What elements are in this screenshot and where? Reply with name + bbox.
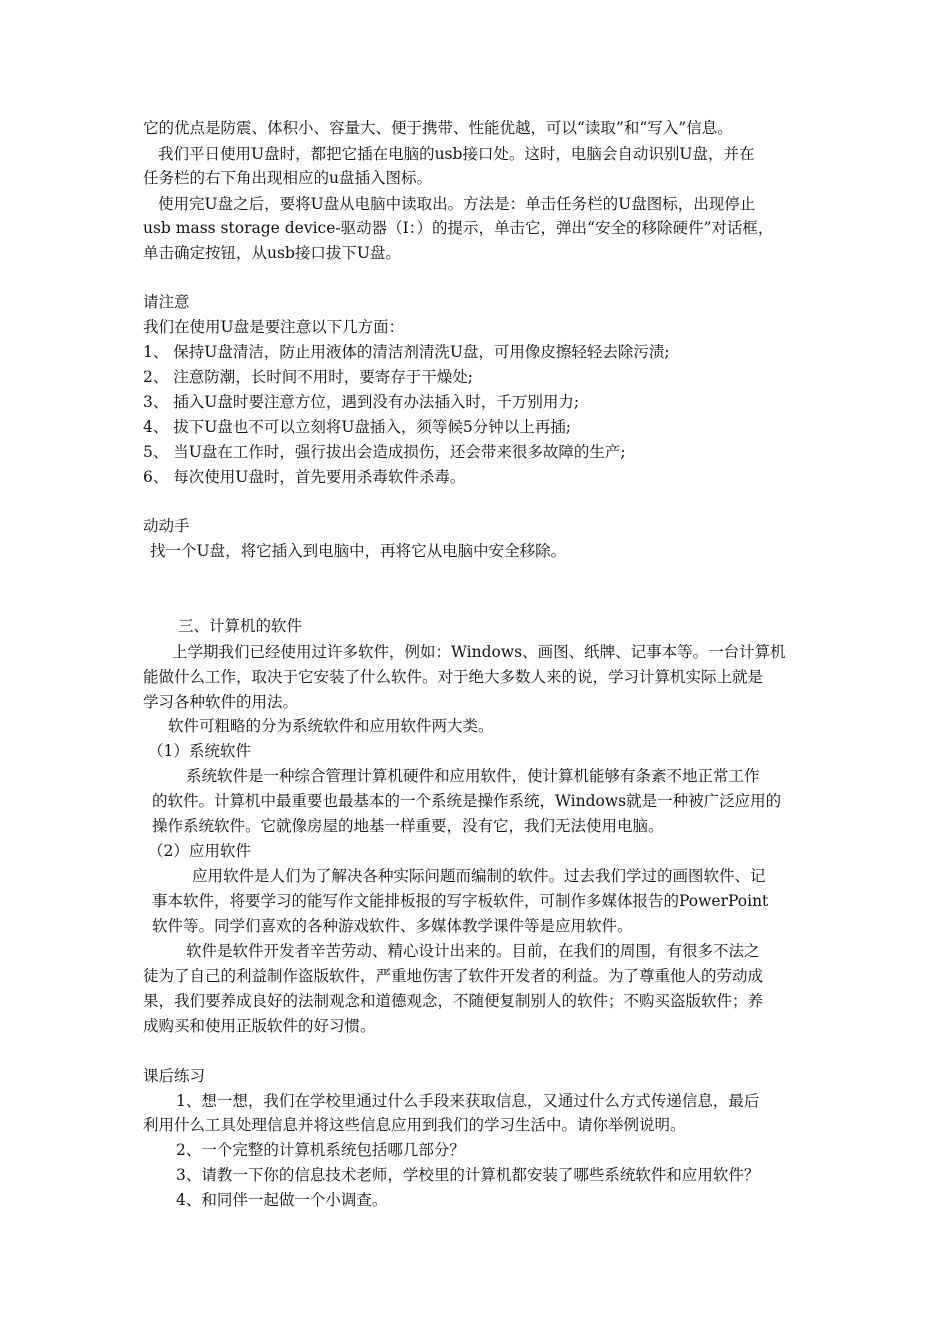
- notice-item: 4、 拔下U盘也不可以立刻将U盘插入，须等候5分钟以上再插;: [143, 418, 572, 436]
- exercise-question: 1、想一想，我们在学校里通过什么手段来获取信息，又通过什么方式传递信息，最后: [176, 1092, 760, 1110]
- application-software-text: 应用软件是人们为了解决各种实际问题而编制的软件。过去我们学过的画图软件、记: [192, 867, 766, 885]
- application-software-heading: （2）应用软件: [148, 842, 251, 860]
- notice-item: 6、 每次使用U盘时，首先要用杀毒软件杀毒。: [143, 468, 466, 486]
- notice-item: 5、 当U盘在工作时，强行拔出会造成损伤，还会带来很多故障的生产;: [143, 443, 626, 461]
- software-paragraph: 学习各种软件的用法。: [143, 693, 299, 711]
- handson-text: 找一个U盘，将它插入到电脑中，再将它从电脑中安全移除。: [150, 542, 567, 560]
- software-paragraph: 上学期我们已经使用过许多软件，例如：Windows、画图、纸牌、记事本等。一台计算机: [172, 643, 786, 661]
- exercise-question: 2、一个完整的计算机系统包括哪几部分？: [176, 1141, 465, 1159]
- software-heading: 三、计算机的软件: [178, 617, 303, 635]
- software-paragraph: 能做什么工作，取决于它安装了什么软件。对于绝大多数人来的说，学习计算机实际上就是: [143, 668, 764, 686]
- exercise-question: 3、请教一下你的信息技术老师，学校里的计算机都安装了哪些系统软件和应用软件？: [176, 1166, 760, 1184]
- notice-item: 2、 注意防潮，长时间不用时，要寄存于干燥处;: [143, 368, 474, 386]
- usb-remove-text: 使用完U盘之后，要将U盘从电脑中读取出。方法是：单击任务栏的U盘图标，出现停止: [158, 195, 756, 213]
- system-software-text: 操作系统软件。它就像房屋的地基一样重要，没有它，我们无法使用电脑。: [152, 817, 664, 835]
- application-software-text: 软件等。同学们喜欢的各种游戏软件、多媒体教学课件等是应用软件。: [152, 917, 633, 935]
- usb-insert-text: 我们平日使用U盘时，都把它插在电脑的usb接口处。这时，电脑会自动识别U盘，并在: [158, 145, 755, 163]
- system-software-text: 的软件。计算机中最重要也最基本的一个系统是操作系统，Windows就是一种被广泛应用的: [152, 792, 782, 810]
- application-software-text: 事本软件，将要学习的能写作文能排板报的写字板软件，可制作多媒体报告的PowerPoint: [152, 892, 769, 910]
- piracy-paragraph: 成购买和使用正版软件的好习惯。: [143, 1017, 376, 1035]
- piracy-paragraph: 软件是软件开发者辛苦劳动、精心设计出来的。目前，在我们的周围，有很多不法之: [186, 942, 760, 960]
- notice-item: 1、 保持U盘清洁，防止用液体的清洁剂清洗U盘，可用像皮擦轻轻去除污渍;: [143, 343, 670, 361]
- usb-advantages-text: 它的优点是防震、体积小、容量大、便于携带、性能优越，可以“读取”和“写入”信息。: [143, 119, 733, 137]
- exercise-question: 4、和同伴一起做一个小调查。: [176, 1191, 388, 1209]
- system-software-heading: （1）系统软件: [148, 742, 251, 760]
- piracy-paragraph: 果，我们要养成良好的法制观念和道德观念，不随便复制别人的软件；不购买盗版软件；养: [143, 992, 764, 1010]
- usb-remove-text: 单击确定按钮，从usb接口拔下U盘。: [143, 244, 401, 262]
- usb-remove-text: usb mass storage device-驱动器（I：）的提示，单击它，弹出“安全的移除硬件”对话框，: [143, 219, 774, 237]
- software-categories-text: 软件可粗略的分为系统软件和应用软件两大类。: [168, 717, 494, 735]
- handson-heading: 动动手: [143, 517, 190, 535]
- notice-intro: 我们在使用U盘是要注意以下几方面：: [143, 318, 405, 336]
- piracy-paragraph: 徒为了自己的利益制作盗版软件，严重地伤害了软件开发者的利益。为了尊重他人的劳动成: [143, 967, 764, 985]
- exercises-heading: 课后练习: [143, 1067, 206, 1085]
- system-software-text: 系统软件是一种综合管理计算机硬件和应用软件，使计算机能够有条紊不地正常工作: [186, 767, 760, 785]
- usb-insert-text: 任务栏的右下角出现相应的u盘插入图标。: [143, 169, 432, 187]
- exercise-question: 利用什么工具处理信息并将这些信息应用到我们的学习生活中。请你举例说明。: [143, 1116, 686, 1134]
- notice-item: 3、 插入U盘时要注意方位，遇到没有办法插入时，千万别用力;: [143, 393, 580, 411]
- notice-heading: 请注意: [143, 293, 190, 311]
